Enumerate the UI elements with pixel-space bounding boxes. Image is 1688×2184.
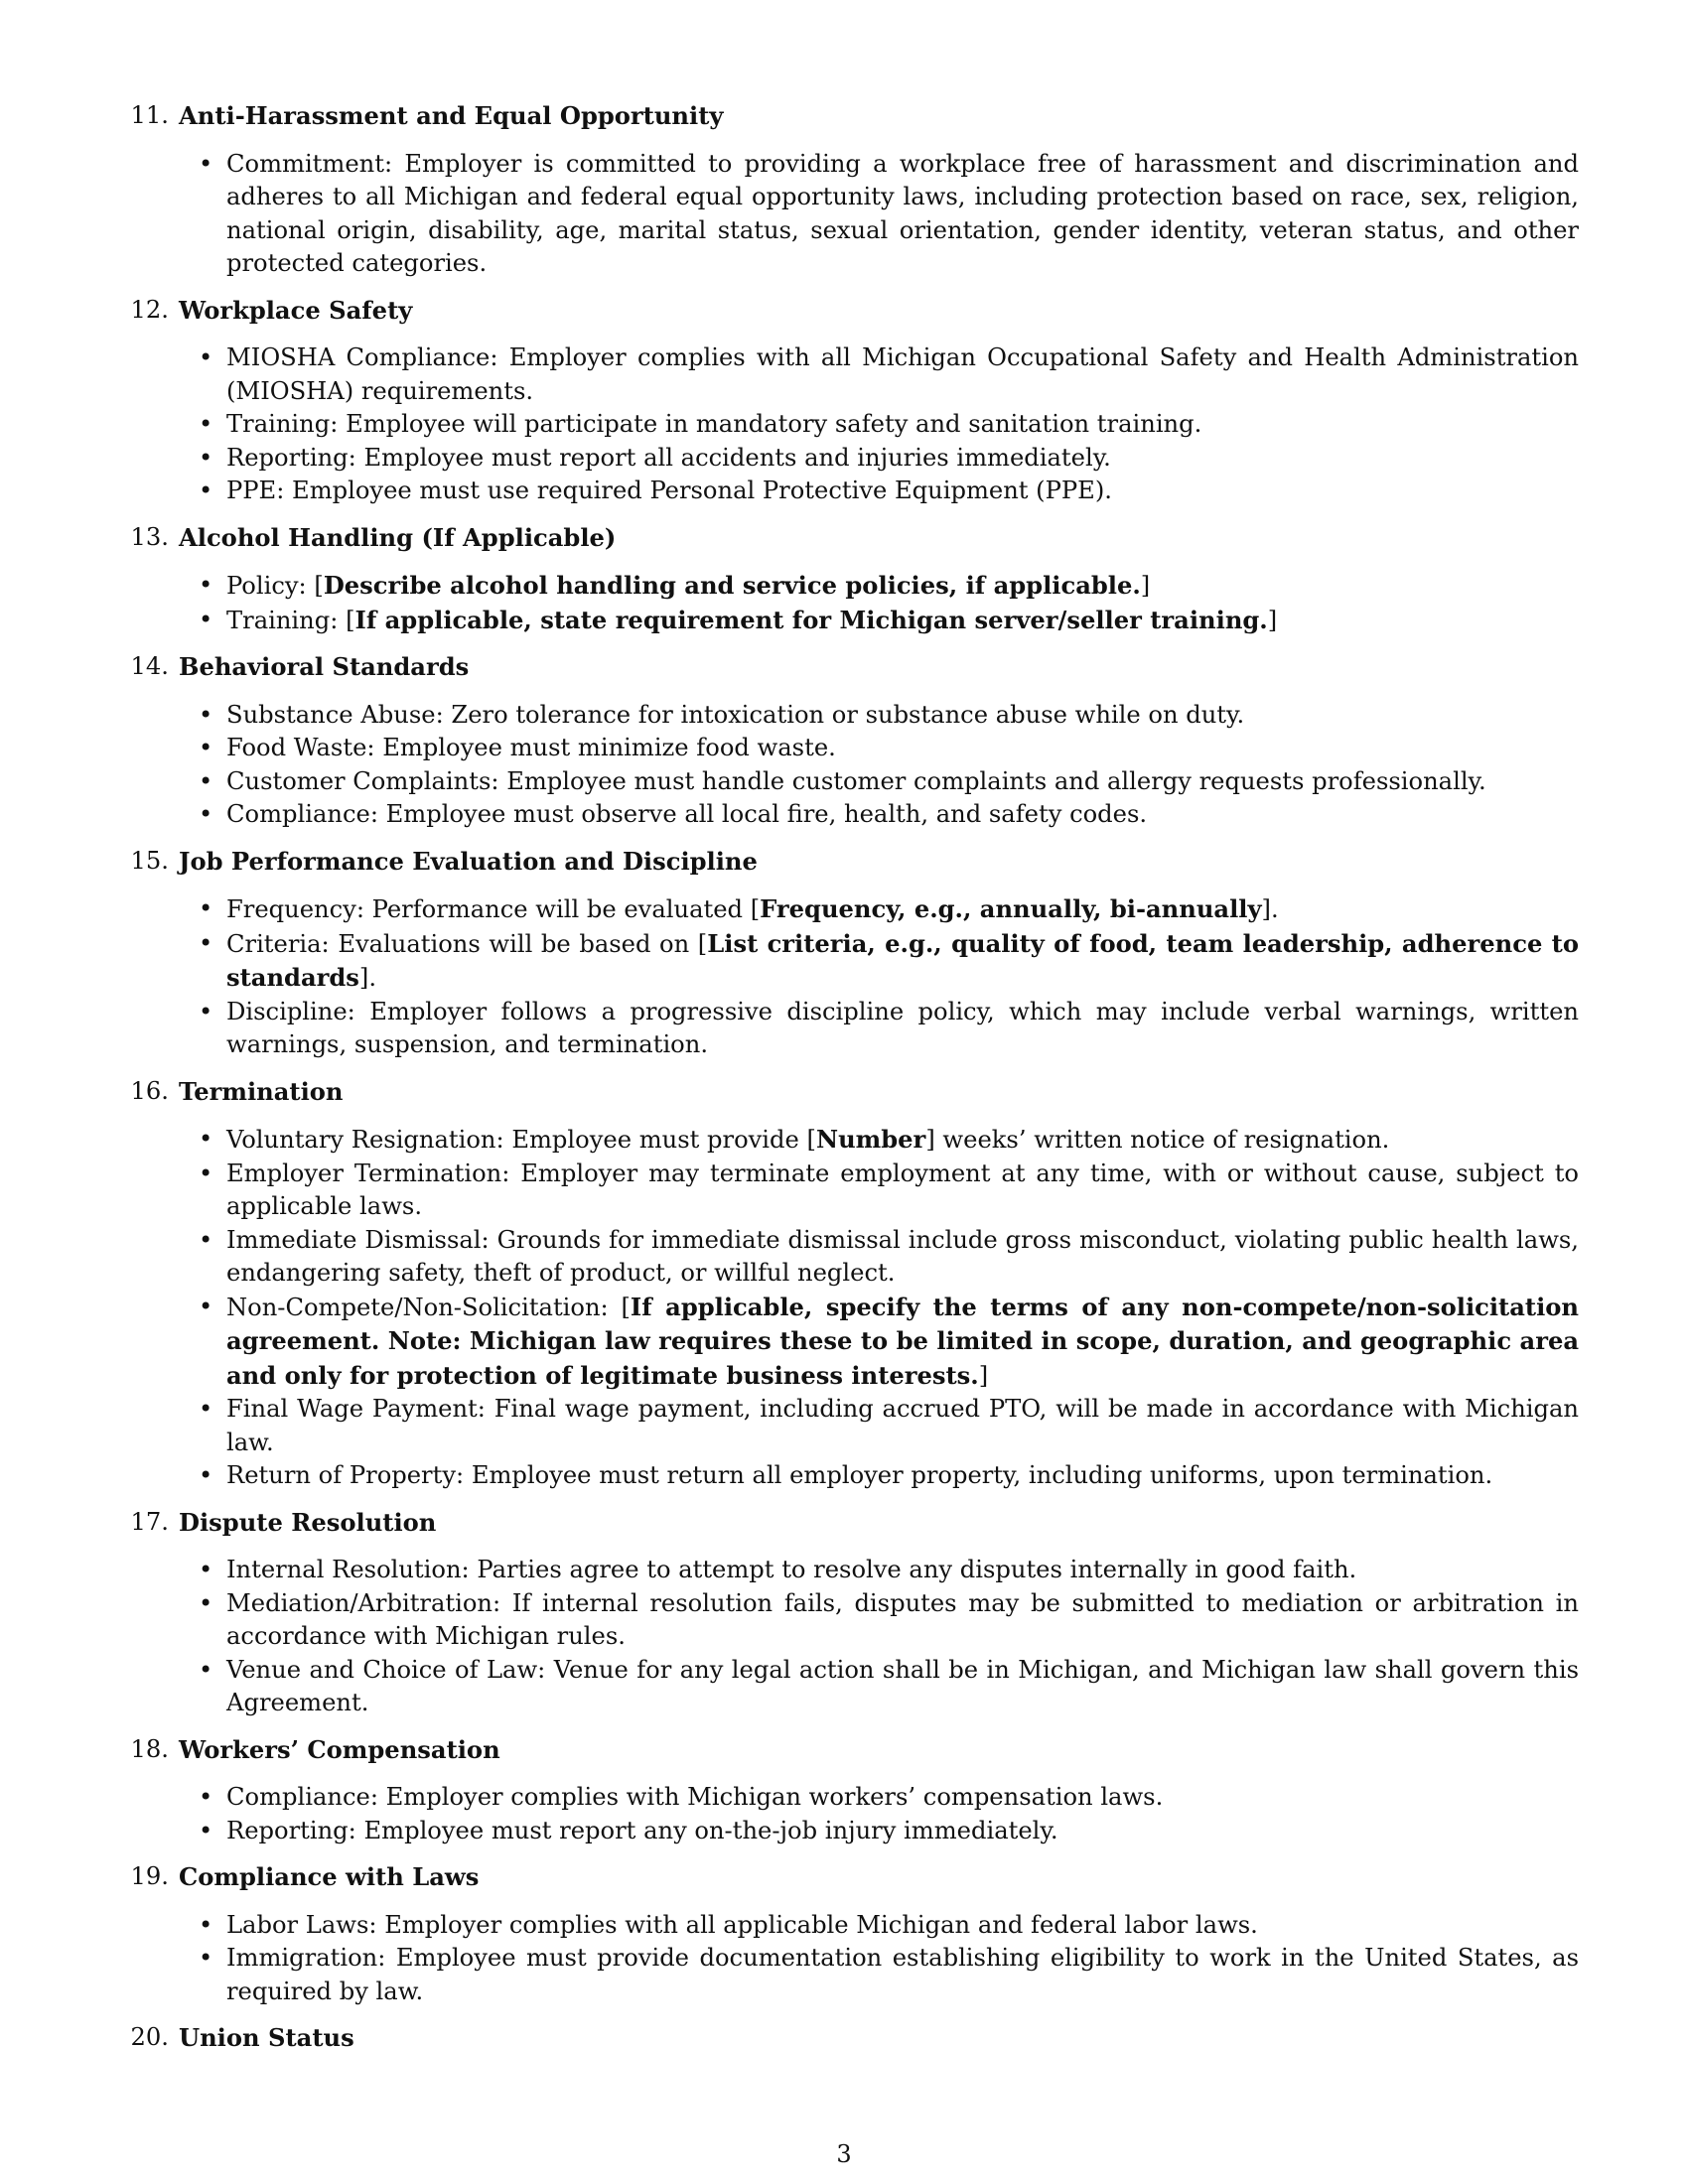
item-text: ]. <box>358 964 377 992</box>
list-item <box>113 475 1579 508</box>
placeholder-text: If applicable, specify the terms of any non-compete/non-solicitation agreement. Note: Michigan law requires these to be limited in scope, duration, and geographic area and only for protection of legitimate business interests. <box>226 1292 1579 1390</box>
list-item <box>113 1781 1579 1815</box>
section-heading <box>113 650 1579 684</box>
placeholder-text: Number <box>815 1125 926 1154</box>
section-heading <box>113 294 1579 328</box>
item-text: Return of Property: Employee must return all employer property, including uniforms, upon termination. <box>226 1461 1493 1489</box>
list-item <box>113 1587 1579 1654</box>
item-text: Reporting: Employee must report any on-the-job injury immediately. <box>226 1816 1058 1844</box>
bullet-list <box>113 699 1579 832</box>
bullet-list <box>113 1781 1579 1847</box>
list-item <box>113 148 1579 281</box>
list-item <box>113 765 1579 799</box>
section <box>113 845 1579 1062</box>
section <box>113 1860 1579 2008</box>
list-item <box>113 1224 1579 1291</box>
list-item <box>113 996 1579 1062</box>
item-text: Employer Termination: Employer may terminate employment at any time, with or without cause, subject to applicable laws. <box>226 1159 1579 1220</box>
placeholder-text: Frequency, e.g., annually, bi-annually <box>760 894 1262 923</box>
section-number: 18. <box>130 1734 169 1763</box>
item-text: Substance Abuse: Zero tolerance for intoxication or substance abuse while on duty. <box>226 700 1245 729</box>
item-text: Reporting: Employee must report all accidents and injuries immediately. <box>226 443 1111 472</box>
section-title: Anti-Harassment and Equal Opportunity <box>179 101 724 130</box>
section-title: Behavioral Standards <box>179 652 470 681</box>
section <box>113 1506 1579 1720</box>
section <box>113 650 1579 832</box>
list-item <box>113 1459 1579 1493</box>
item-text: Training: Employee will participate in mandatory safety and sanitation training. <box>226 410 1202 438</box>
list-item <box>113 1815 1579 1848</box>
item-text: ] <box>978 1361 989 1390</box>
item-text: Discipline: Employer follows a progressive discipline policy, which may include verbal warnings, written warnings, suspension, and termination. <box>226 997 1579 1058</box>
list-item <box>113 1554 1579 1587</box>
section-number: 17. <box>130 1507 169 1536</box>
section-number: 20. <box>130 2023 169 2051</box>
item-text: MIOSHA Compliance: Employer complies with all Michigan Occupational Safety and Health Administration (MIOSHA) requirements. <box>226 343 1579 405</box>
item-text: Compliance: Employer complies with Michigan workers’ compensation laws. <box>226 1783 1164 1811</box>
section <box>113 99 1579 281</box>
section-number: 12. <box>130 295 169 324</box>
list-item <box>113 1654 1579 1720</box>
item-text: Non-Compete/Non-Solicitation: [ <box>226 1293 631 1321</box>
list-item <box>113 798 1579 832</box>
section-number: 11. <box>130 101 169 129</box>
section-number: 16. <box>130 1076 169 1105</box>
item-text: Compliance: Employee must observe all local fire, health, and safety codes. <box>226 800 1148 828</box>
bullet-list <box>113 341 1579 508</box>
bullet-list <box>113 148 1579 281</box>
item-text: Customer Complaints: Employee must handle customer complaints and allergy requests professionally. <box>226 766 1486 795</box>
item-text: ] <box>1140 572 1151 600</box>
section <box>113 1075 1579 1493</box>
section-heading <box>113 1506 1579 1540</box>
section-title: Workplace Safety <box>179 295 413 325</box>
item-text: Commitment: Employer is committed to providing a workplace free of harassment and discrimination and adheres to all Michigan and federal equal opportunity laws, including protection based on race, sex, religion, national origin, disability, age, marital status, sexual orientation, gender identity, veteran status, and other protected categories. <box>226 149 1579 277</box>
section-heading <box>113 1733 1579 1767</box>
item-text: Frequency: Performance will be evaluated [ <box>226 895 761 923</box>
bullet-list <box>113 892 1579 1062</box>
section-heading <box>113 521 1579 555</box>
item-text: Food Waste: Employee must minimize food waste. <box>226 734 836 761</box>
item-text: Labor Laws: Employer complies with all applicable Michigan and federal labor laws. <box>226 1910 1258 1939</box>
list-item <box>113 732 1579 765</box>
section-title: Union Status <box>179 2023 354 2052</box>
section-number: 14. <box>130 652 169 680</box>
item-text: ] weeks’ written notice of resignation. <box>925 1126 1390 1154</box>
placeholder-text: List criteria, e.g., quality of food, team leadership, adherence to standards <box>226 928 1579 992</box>
section <box>113 294 1579 508</box>
bullet-list <box>113 1554 1579 1720</box>
list-item <box>113 604 1579 638</box>
list-item <box>113 927 1579 996</box>
item-text: Immediate Dismissal: Grounds for immediate dismissal include gross misconduct, violating public health laws, endangering safety, theft of product, or willful neglect. <box>226 1225 1579 1287</box>
section-heading <box>113 2021 1579 2055</box>
item-text: Final Wage Payment: Final wage payment, including accrued PTO, will be made in accordance with Michigan law. <box>226 1395 1579 1456</box>
section-heading <box>113 1075 1579 1109</box>
item-text: ]. <box>1261 895 1279 923</box>
section-title: Workers’ Compensation <box>179 1734 500 1764</box>
bullet-list <box>113 1909 1579 2009</box>
item-text: ] <box>1267 606 1278 634</box>
placeholder-text: If applicable, state requirement for Michigan server/seller training. <box>354 605 1268 634</box>
list-item <box>113 408 1579 442</box>
section-title: Compliance with Laws <box>179 1862 480 1891</box>
list-item <box>113 1291 1579 1394</box>
list-item <box>113 699 1579 733</box>
item-text: Policy: [ <box>226 572 324 600</box>
item-text: PPE: Employee must use required Personal Protective Equipment (PPE). <box>226 477 1112 504</box>
section-title: Dispute Resolution <box>179 1507 437 1537</box>
bullet-list <box>113 569 1579 637</box>
list-item <box>113 1942 1579 2008</box>
item-text: Voluntary Resignation: Employee must provide [ <box>226 1126 816 1154</box>
section-number: 19. <box>130 1862 169 1890</box>
section-heading <box>113 1860 1579 1894</box>
section-title: Termination <box>179 1076 344 1106</box>
list-item <box>113 1909 1579 1943</box>
item-text: Venue and Choice of Law: Venue for any legal action shall be in Michigan, and Michigan law shall govern this Agreement. <box>226 1655 1579 1716</box>
item-text: Immigration: Employee must provide documentation establishing eligibility to work in the United States, as required by law. <box>226 1944 1579 2005</box>
list-item <box>113 442 1579 476</box>
item-text: Training: [ <box>226 606 355 634</box>
document-body <box>113 99 1579 2068</box>
placeholder-text: Describe alcohol handling and service policies, if applicable. <box>323 571 1141 600</box>
section-title: Job Performance Evaluation and Discipline <box>179 846 758 876</box>
section-title: Alcohol Handling (If Applicable) <box>179 522 617 552</box>
list-item <box>113 341 1579 408</box>
list-item <box>113 1393 1579 1459</box>
section <box>113 521 1579 638</box>
section-number: 15. <box>130 846 169 875</box>
section-heading <box>113 845 1579 879</box>
bullet-list <box>113 1123 1579 1493</box>
section-heading <box>113 99 1579 133</box>
section <box>113 1733 1579 1848</box>
list-item <box>113 1123 1579 1158</box>
list-item <box>113 569 1579 604</box>
item-text: Mediation/Arbitration: If internal resolution fails, disputes may be submitted to mediation or arbitration in accordance with Michigan rules. <box>226 1588 1579 1650</box>
item-text: Internal Resolution: Parties agree to attempt to resolve any disputes internally in good faith. <box>226 1556 1357 1583</box>
item-text: Criteria: Evaluations will be based on [ <box>226 929 708 958</box>
section <box>113 2021 1579 2055</box>
list-item <box>113 892 1579 927</box>
section-number: 13. <box>130 522 169 551</box>
page-number: 3 <box>836 2140 852 2168</box>
list-item <box>113 1158 1579 1224</box>
